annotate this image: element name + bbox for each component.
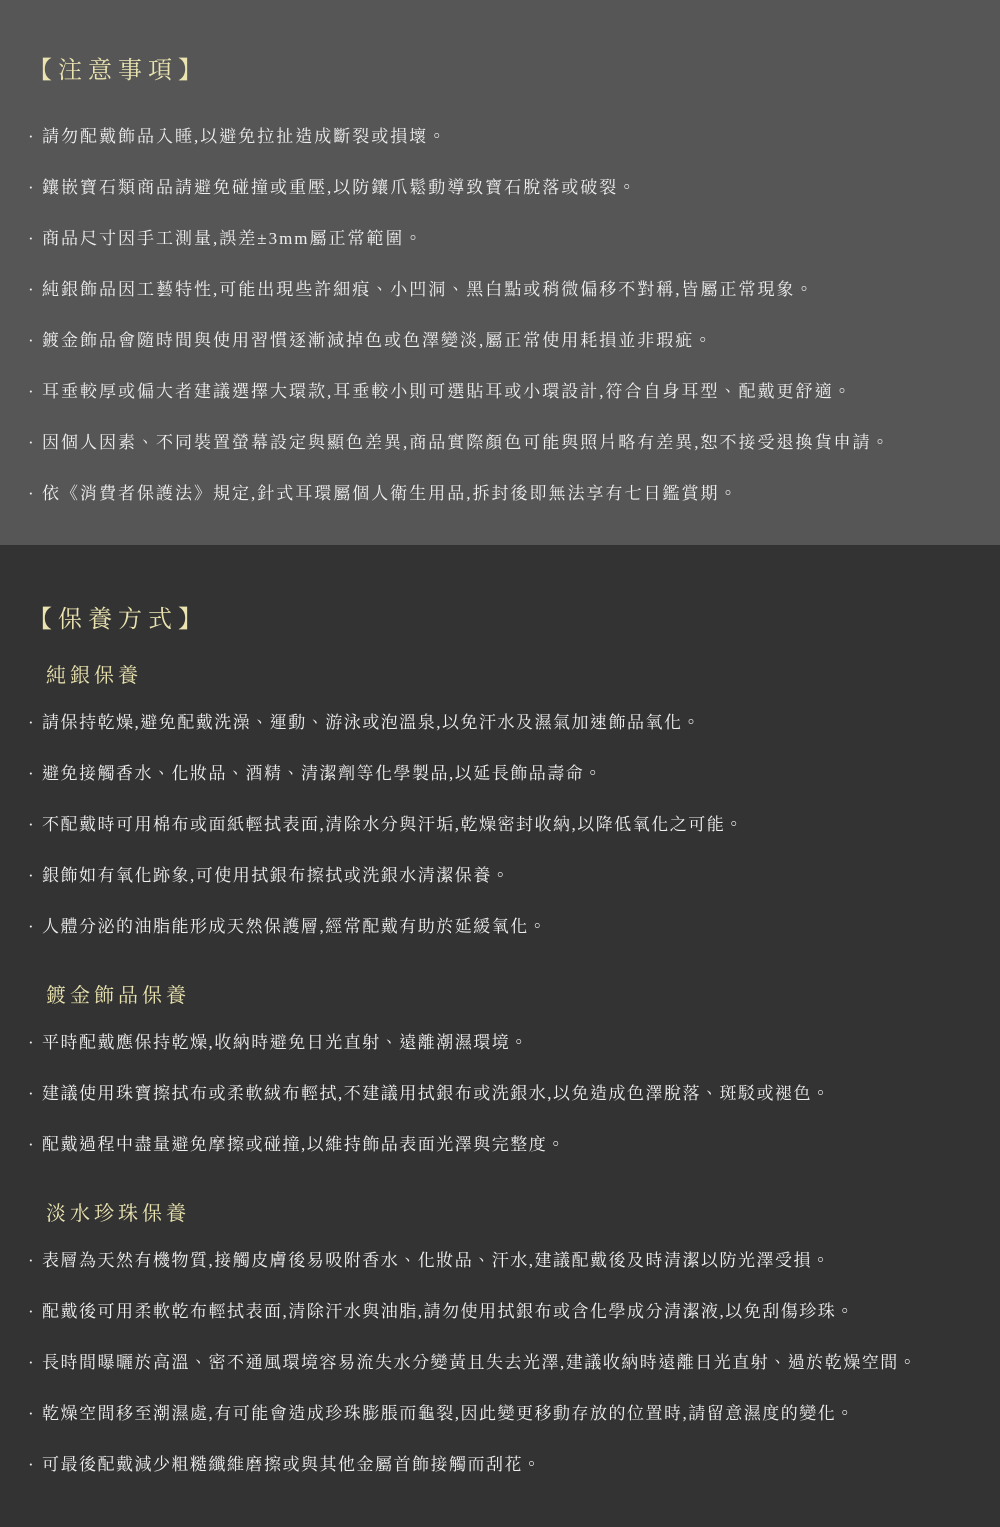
notice-item: · 商品尺寸因手工測量,誤差±3mm屬正常範圍。 <box>28 226 974 251</box>
care-item: · 乾燥空間移至潮濕處,有可能會造成珍珠膨脹而龜裂,因此變更移動存放的位置時,請留意濕度的變化。 <box>28 1401 974 1426</box>
notice-item: · 請勿配戴飾品入睡,以避免拉扯造成斷裂或損壞。 <box>28 124 974 149</box>
care-item: · 請保持乾燥,避免配戴洗澡、運動、游泳或泡溫泉,以免汗水及濕氣加速飾品氧化。 <box>28 710 974 735</box>
care-subsection-pearl <box>28 1199 974 1477</box>
care-item: · 配戴後可用柔軟乾布輕拭表面,清除汗水與油脂,請勿使用拭銀布或含化學成分清潔液,以免刮傷珍珠。 <box>28 1299 974 1324</box>
care-section <box>0 545 1000 1527</box>
notice-list <box>28 124 974 506</box>
care-item: · 建議使用珠寶擦拭布或柔軟絨布輕拭,不建議用拭銀布或洗銀水,以免造成色澤脫落、斑駁或褪色。 <box>28 1081 974 1106</box>
care-item: · 長時間曝曬於高溫、密不通風環境容易流失水分變黃且失去光澤,建議收納時遠離日光直射、過於乾燥空間。 <box>28 1350 974 1375</box>
care-item: · 銀飾如有氧化跡象,可使用拭銀布擦拭或洗銀水清潔保養。 <box>28 863 974 888</box>
notice-item: · 鑲嵌寶石類商品請避免碰撞或重壓,以防鑲爪鬆動導致寶石脫落或破裂。 <box>28 175 974 200</box>
care-title: 【保養方式】 <box>28 607 208 633</box>
silver-care-subtitle: 純銀保養 <box>46 665 142 687</box>
notice-item: · 鍍金飾品會隨時間與使用習慣逐漸減掉色或色澤變淡,屬正常使用耗損並非瑕疵。 <box>28 328 974 353</box>
care-item: · 配戴過程中盡量避免摩擦或碰撞,以維持飾品表面光澤與完整度。 <box>28 1132 974 1157</box>
pearl-care-list <box>28 1248 974 1477</box>
care-item: · 人體分泌的油脂能形成天然保護層,經常配戴有助於延緩氧化。 <box>28 914 974 939</box>
care-item: · 平時配戴應保持乾燥,收納時避免日光直射、遠離潮濕環境。 <box>28 1030 974 1055</box>
care-item: · 不配戴時可用棉布或面紙輕拭表面,清除水分與汗垢,乾燥密封收納,以降低氧化之可能。 <box>28 812 974 837</box>
notice-item: · 依《消費者保護法》規定,針式耳環屬個人衛生用品,拆封後即無法享有七日鑑賞期。 <box>28 481 974 506</box>
care-item: · 可最後配戴減少粗糙纖維磨擦或與其他金屬首飾接觸而刮花。 <box>28 1452 974 1477</box>
notice-item: · 因個人因素、不同裝置螢幕設定與顯色差異,商品實際顏色可能與照片略有差異,恕不接受退換貨申請。 <box>28 430 974 455</box>
care-subsection-silver <box>28 661 974 939</box>
care-item: · 避免接觸香水、化妝品、酒精、清潔劑等化學製品,以延長飾品壽命。 <box>28 761 974 786</box>
care-item: · 表層為天然有機物質,接觸皮膚後易吸附香水、化妝品、汗水,建議配戴後及時清潔以防光澤受損。 <box>28 1248 974 1273</box>
gold-plated-care-list <box>28 1030 974 1157</box>
notice-item: · 耳垂較厚或偏大者建議選擇大環款,耳垂較小則可選貼耳或小環設計,符合自身耳型、配戴更舒適。 <box>28 379 974 404</box>
silver-care-list <box>28 710 974 939</box>
notice-title: 【注意事項】 <box>28 58 208 84</box>
care-subsection-gold-plated <box>28 981 974 1157</box>
pearl-care-subtitle: 淡水珍珠保養 <box>46 1203 190 1225</box>
notice-section <box>0 0 1000 545</box>
gold-plated-care-subtitle: 鍍金飾品保養 <box>46 985 190 1007</box>
notice-item: · 純銀飾品因工藝特性,可能出現些許細痕、小凹洞、黑白點或稍微偏移不對稱,皆屬正常現象。 <box>28 277 974 302</box>
